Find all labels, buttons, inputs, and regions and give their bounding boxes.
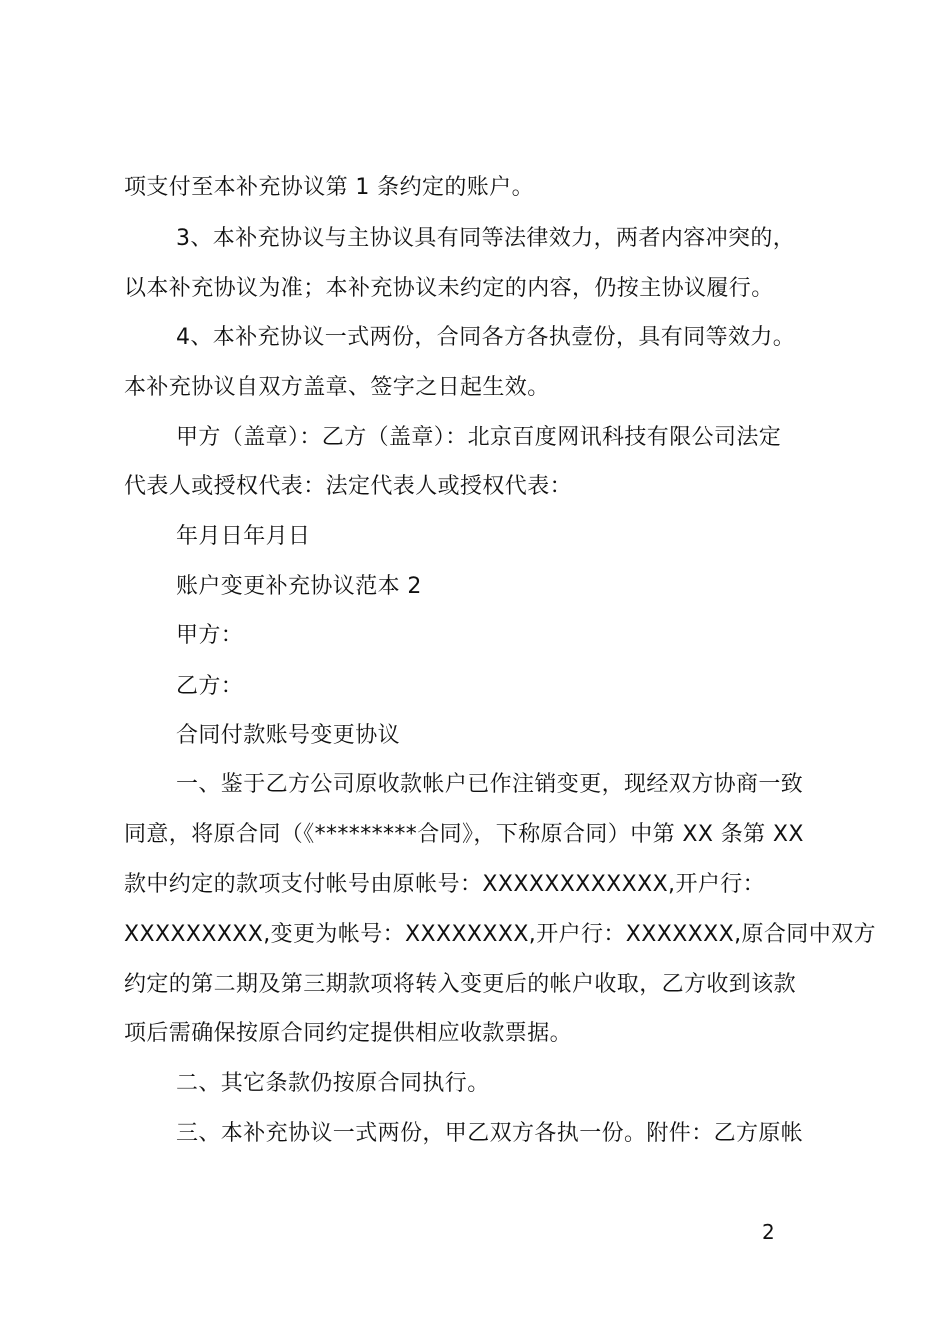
text-line: 项支付至本补充协议第 1 条约定的账户。 <box>124 175 534 200</box>
text-line: 甲方（盖章）：乙方（盖章）：北京百度网讯科技有限公司法定 <box>176 425 782 450</box>
text-line: 以本补充协议为准；本补充协议未约定的内容，仍按主协议履行。 <box>124 276 774 301</box>
agreement-title: 合同付款账号变更协议 <box>176 723 401 748</box>
text-line: 约定的第二期及第三期款项将转入变更后的帐户收取，乙方收到该款 <box>124 972 797 997</box>
text-line: 三、本补充协议一式两份，甲乙双方各执一份。附件：乙方原帐 <box>176 1121 804 1146</box>
text-line: 款中约定的款项支付帐号由原帐号：XXXXXXXXXXXX,开户行： <box>124 872 766 897</box>
text-line: 3、本补充协议与主协议具有同等法律效力，两者内容冲突的， <box>176 226 796 251</box>
text-line: 甲方： <box>176 623 244 648</box>
text-line: 一、鉴于乙方公司原收款帐户已作注销变更，现经双方协商一致 <box>176 772 804 797</box>
text-line: 乙方： <box>176 674 244 699</box>
text-line: 本补充协议自双方盖章、签字之日起生效。 <box>124 375 550 400</box>
text-line: 年月日年月日 <box>176 524 311 549</box>
text-line: 二、其它条款仍按原合同执行。 <box>176 1071 490 1096</box>
text-line: 4、本补充协议一式两份，合同各方各执壹份，具有同等效力。 <box>176 325 796 350</box>
text-line: XXXXXXXXX,变更为帐号：XXXXXXXX,开户行：XXXXXXX,原合同中双方 <box>124 922 876 947</box>
page-number: 2 <box>762 1220 775 1244</box>
text-line: 同意，将原合同（《*********合同》，下称原合同）中第 XX 条第 XX <box>124 822 804 847</box>
text-line: 项后需确保按原合同约定提供相应收款票据。 <box>124 1021 573 1046</box>
text-line: 代表人或授权代表：法定代表人或授权代表： <box>124 474 573 499</box>
section-title: 账户变更补充协议范本 2 <box>176 574 422 599</box>
